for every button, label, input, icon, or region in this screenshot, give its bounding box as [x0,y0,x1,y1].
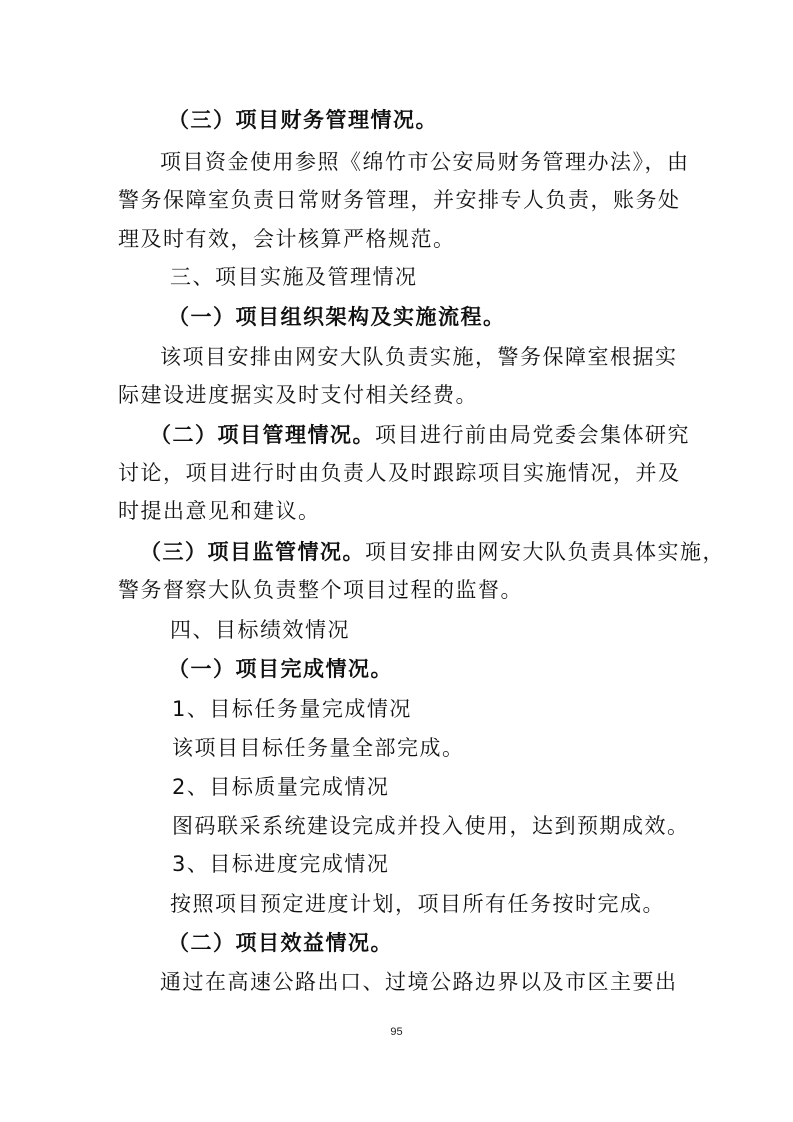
subheading-progress: 3、目标进度完成情况 [172,852,390,876]
paragraph-line: 项目资金使用参照《绵竹市公安局财务管理办法》，由 [160,150,690,174]
paragraph-line: 际建设进度据实及时支付相关经费。 [118,383,478,407]
paragraph-line: 按照项目预定进度计划，项目所有任务按时完成。 [170,892,665,916]
paragraph-line: 讨论，项目进行时由负责人及时跟踪项目实施情况，并及 [118,461,681,485]
section-heading-performance: 四、目标绩效情况 [170,618,350,642]
paragraph-line: 警务保障室负责日常财务管理，并安排专人负责，账务处 [118,188,681,212]
subheading-task-volume: 1、目标任务量完成情况 [172,697,412,721]
subheading-quality: 2、目标质量完成情况 [172,775,390,799]
paragraph-line-management [150,421,690,449]
paragraph-line: 理及时有效，会计核算严格规范。 [118,227,456,251]
paragraph-text: 项目安排由网安大队负责具体实施， [365,540,725,564]
paragraph-line-supervision [140,538,725,566]
inline-heading-management: （二）项目管理情况。 [150,422,375,447]
section-heading-implementation: 三、项目实施及管理情况 [170,265,418,289]
paragraph-line: 警务督察大队负责整个项目过程的监督。 [118,578,523,602]
heading-organization: （一）项目组织架构及实施流程。 [168,304,506,329]
heading-finance-management: （三）项目财务管理情况。 [168,107,438,132]
heading-benefits: （二）项目效益情况。 [168,930,393,955]
paragraph-line: 通过在高速公路出口、过境公路边界以及市区主要出 [160,970,678,994]
paragraph-line: 图码联采系统建设完成并投入使用，达到预期成效。 [172,814,690,838]
paragraph-line: 该项目目标任务量全部完成。 [172,736,465,760]
paragraph-line: 时提出意见和建议。 [118,499,321,523]
page-number: 95 [390,1026,403,1038]
heading-completion: （一）项目完成情况。 [168,656,393,681]
paragraph-line: 该项目安排由网安大队负责实施，警务保障室根据实 [160,345,678,369]
paragraph-text: 项目进行前由局党委会集体研究 [375,423,690,447]
inline-heading-supervision: （三）项目监管情况。 [140,539,365,564]
